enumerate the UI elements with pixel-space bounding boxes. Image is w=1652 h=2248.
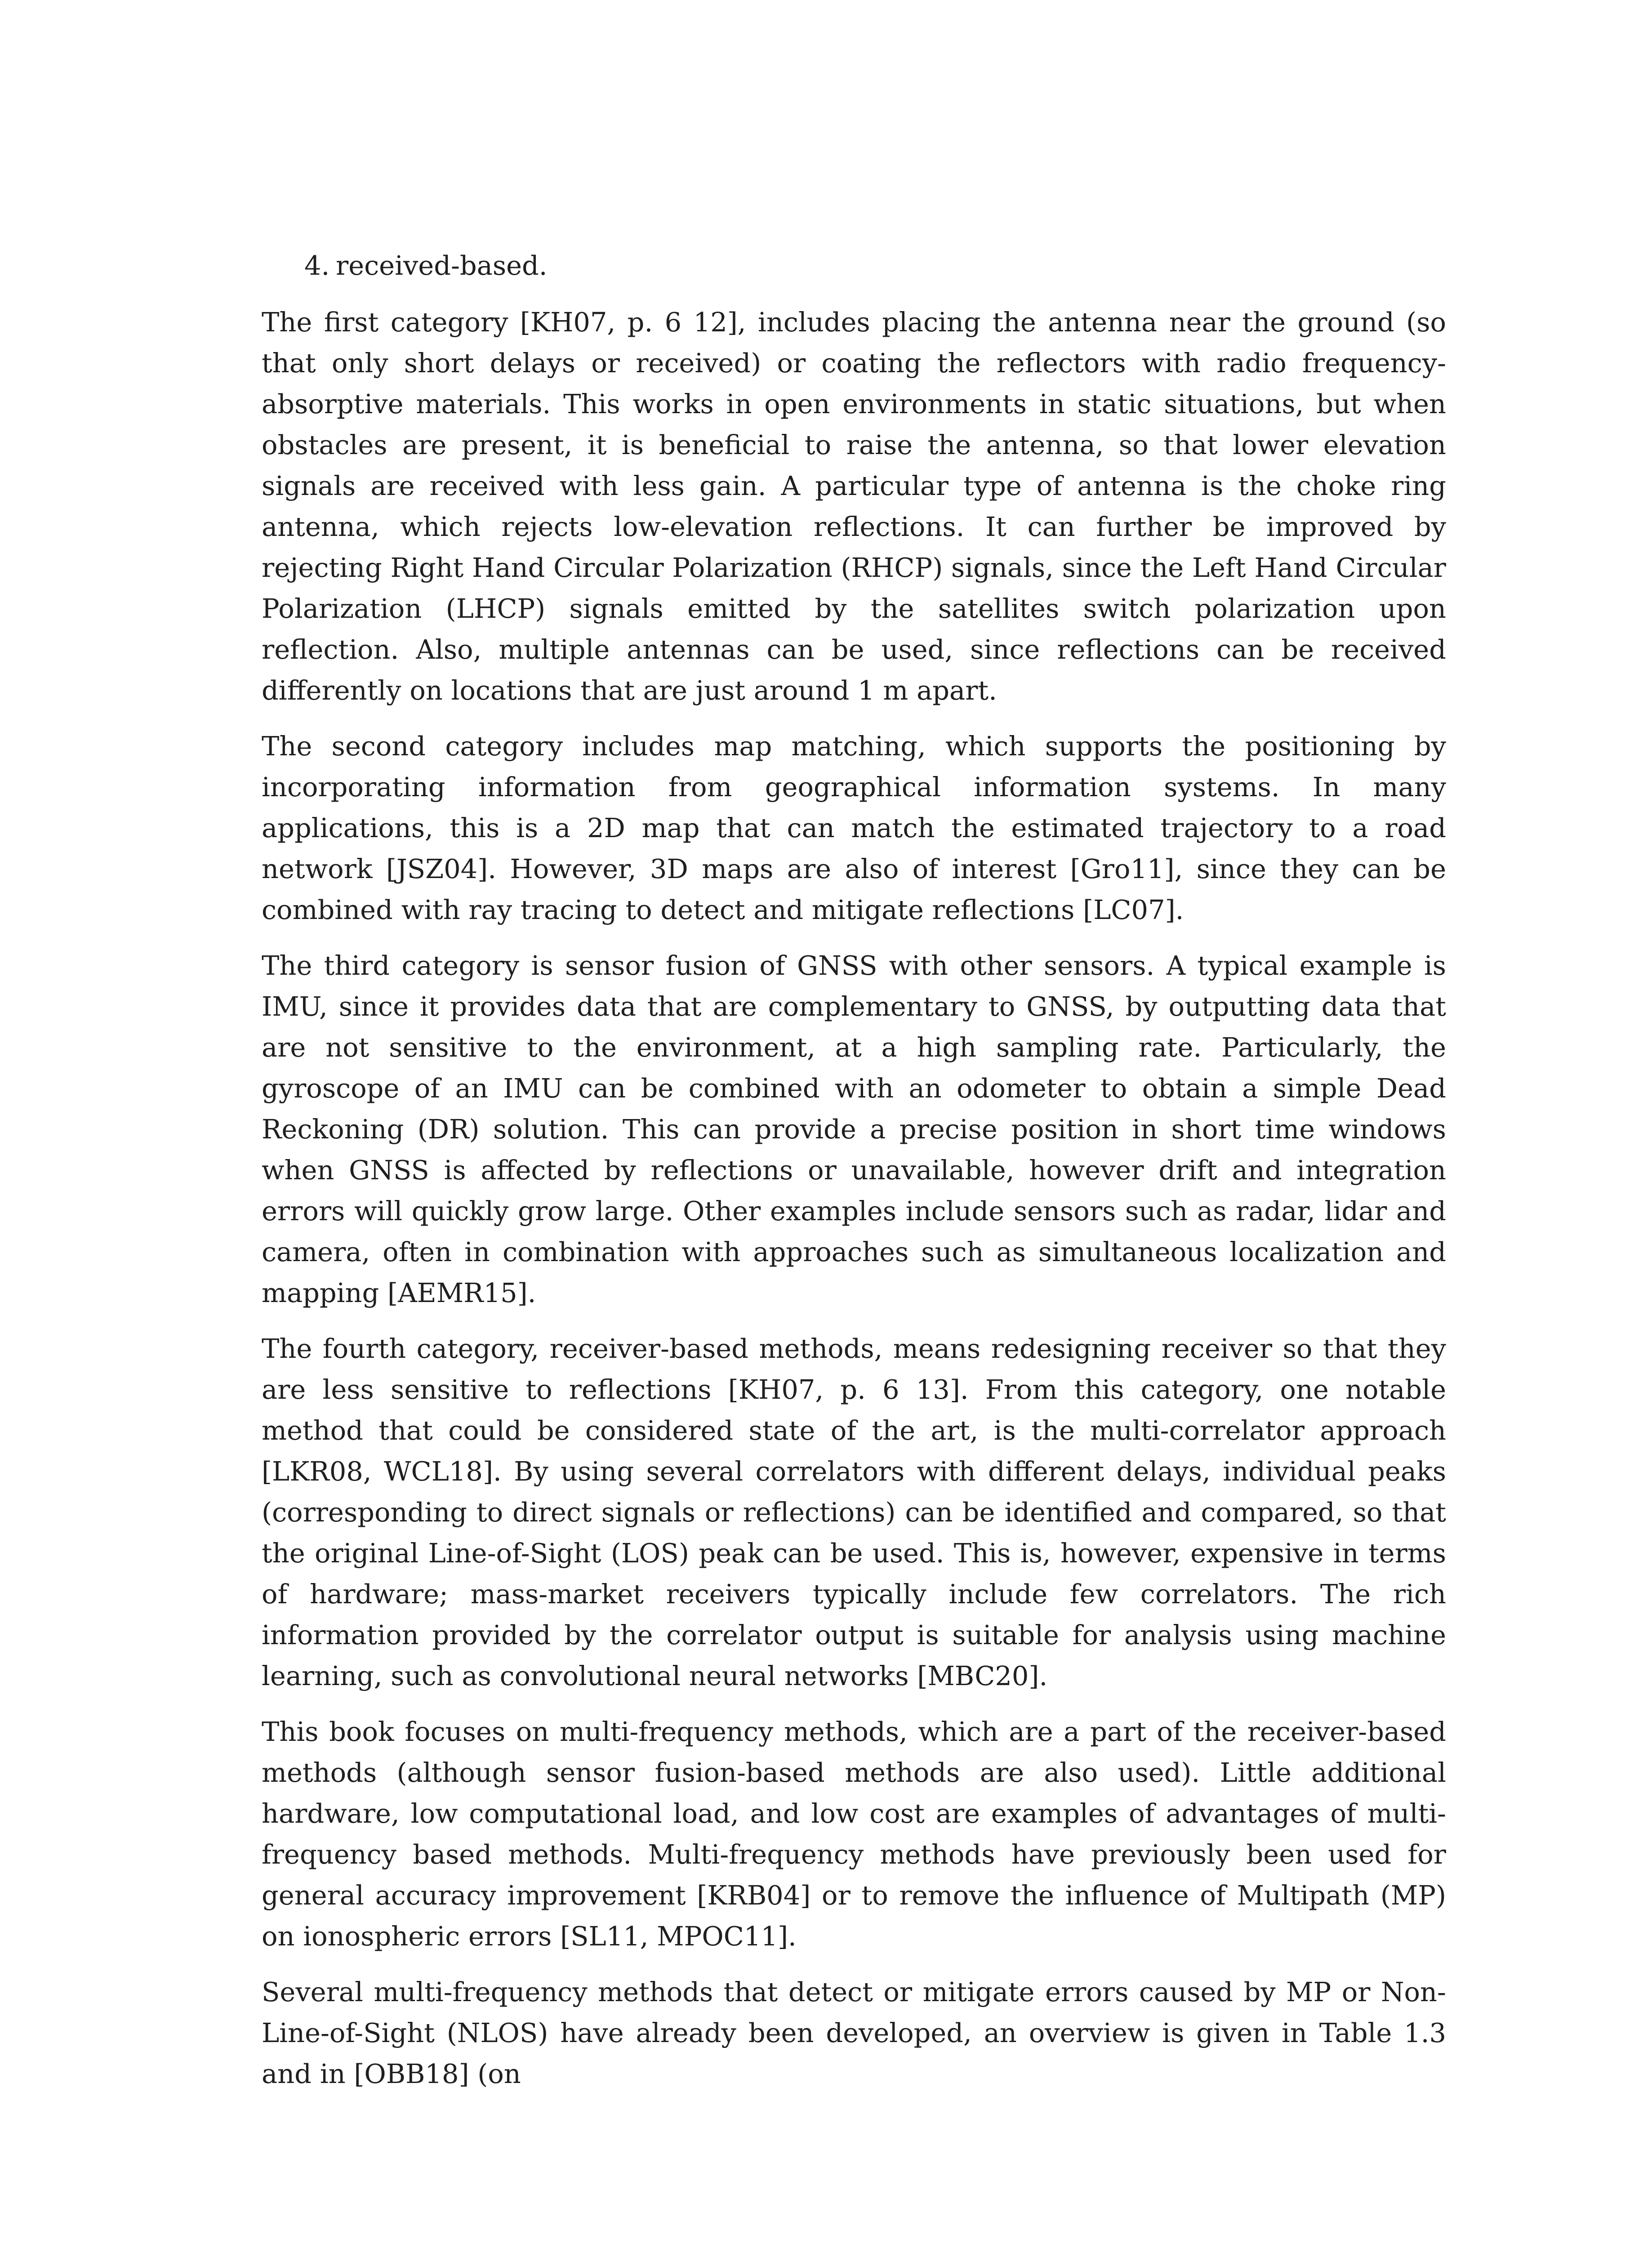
paragraph: Several multi-frequency methods that detect or mitigate errors caused by MP or Non-Line-of-Sight (NLOS) have already been developed, an overview is given in Table 1.3 and in [OBB18] (on (262, 1976, 1446, 2089)
paragraph: The third category is sensor fusion of GNSS with other sensors. A typical example is IMU, since it provides data that are complementary to GNSS, by outputting data that are not sensitive to the environment, at a high sampling rate. Particularly, the gyroscope of an IMU can be combined with an odometer to obtain a simple Dead Reckoning (DR) solution. This can provide a precise position in short time windows when GNSS is affected by reflections or unavailable, however drift and integration errors will quickly grow large. Other examples include sensors such as radar, lidar and camera, often in combination with approaches such as simultaneous localization and mapping [AEMR15]. (262, 950, 1446, 1308)
paragraph: The fourth category, receiver-based methods, means redesigning receiver so that they are less sensitive to reflections [KH07, p. 6 13]. From this category, one notable method that could be considered state of the art, is the multi-correlator approach [LKR08, WCL18]. By using several correlators with different delays, individual peaks (corresponding to direct signals or reflections) can be identified and compared, so that the original Line-of-Sight (LOS) peak can be used. This is, however, expensive in terms of hardware; mass-market receivers typically include few correlators. The rich information provided by the correlator output is suitable for analysis using machine learning, such as convolutional neural networks [MBC20]. (262, 1333, 1446, 1691)
paragraph: This book focuses on multi-frequency methods, which are a part of the receiver-based methods (although sensor fusion-based methods are also used). Little additional hardware, low computational load, and low cost are examples of advantages of multi-frequency based methods. Multi-frequency methods have previously been used for general accuracy improvement [KRB04] or to remove the influence of Multipath (MP) on ionospheric errors [SL11, MPOC11]. (262, 1716, 1446, 1952)
list-number: 4. (304, 250, 330, 281)
list-item (262, 245, 1446, 286)
paragraph: The first category [KH07, p. 6 12], includes placing the antenna near the ground (so that only short delays or received) or coating the reflectors with radio frequency-absorptive materials. This works in open environments in static situations, but when obstacles are present, it is beneficial to raise the antenna, so that lower elevation signals are received with less gain. A particular type of antenna is the choke ring antenna, which rejects low-elevation reflections. It can further be improved by rejecting Right Hand Circular Polarization (RHCP) signals, since the Left Hand Circular Polarization (LHCP) signals emitted by the satellites switch polarization upon reflection. Also, multiple antennas can be used, since reflections can be received differently on locations that are just around 1 m apart. (262, 307, 1447, 706)
list-text: received-based. (336, 250, 548, 281)
paragraph: The second category includes map matching, which supports the positioning by incorporating information from geographical information systems. In many applications, this is a 2D map that can match the estimated trajectory to a road network [JSZ04]. However, 3D maps are also of interest [Gro11], since they can be combined with ray tracing to detect and mitigate reflections [LC07]. (262, 731, 1446, 925)
body-text (262, 245, 1446, 2109)
